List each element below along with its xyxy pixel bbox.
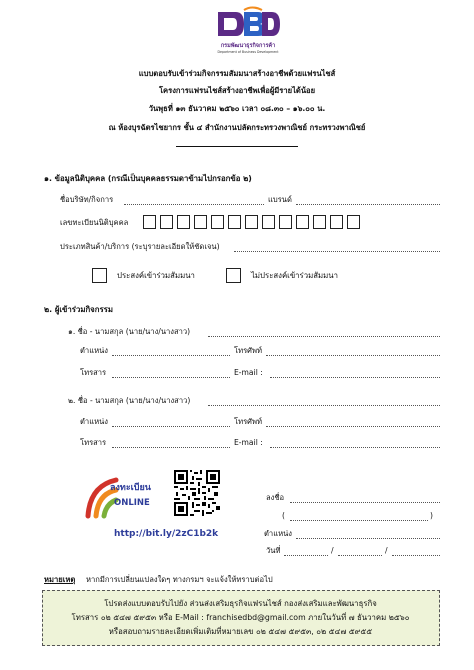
p2-fax-label: โทรสาร	[80, 438, 107, 447]
register-text-line2: ONLINE	[114, 498, 150, 508]
p1-phone-label: โทรศัพท์	[234, 346, 262, 355]
qr-code	[174, 470, 220, 516]
regno-box[interactable]	[262, 215, 275, 229]
attend-yes-checkbox[interactable]	[92, 268, 107, 283]
sign-date-sep1: /	[331, 546, 334, 555]
dbd-logo-mark	[214, 6, 282, 42]
regno-box[interactable]	[347, 215, 360, 229]
p2-phone-label: โทรศัพท์	[234, 417, 262, 426]
regno-box[interactable]	[279, 215, 292, 229]
sign-year-input[interactable]	[392, 555, 440, 556]
attend-no-label: ไม่ประสงค์เข้าร่วมสัมมนา	[251, 271, 338, 280]
regno-box[interactable]	[228, 215, 241, 229]
p1-position-label: ตำแหน่ง	[80, 346, 108, 355]
p1-phone-input[interactable]	[266, 355, 440, 356]
attend-no-checkbox[interactable]	[226, 268, 241, 283]
p1-name-label: ๑. ชื่อ - นามสกุล (นาย/นาง/นางสาว)	[68, 327, 191, 336]
p2-position-label: ตำแหน่ง	[80, 417, 108, 426]
sign-name-input[interactable]	[290, 520, 428, 521]
register-online-logo	[80, 474, 172, 522]
header-line3: วันพุธที่ ๑๓ ธันวาคม ๒๕๖๐ เวลา ๐๘.๓๐ – ๑๖.๐๐ น.	[148, 104, 326, 113]
regno-box[interactable]	[177, 215, 190, 229]
regno-label: เลขทะเบียนนิติบุคคล	[60, 218, 129, 227]
header-divider	[176, 146, 298, 147]
regno-box[interactable]	[296, 215, 309, 229]
sign-paren-close: )	[430, 511, 433, 520]
p2-name-label: ๒. ชื่อ - นามสกุล (นาย/นาง/นางสาว)	[68, 396, 191, 405]
brand-label: แบรนด์	[268, 195, 292, 204]
sign-paren-open: (	[282, 511, 285, 520]
register-text-line1: ลงทะเบียน	[110, 483, 151, 493]
sign-position-input[interactable]	[296, 538, 440, 539]
p2-fax-input[interactable]	[112, 447, 230, 448]
footer-line1: โปรดส่งแบบตอบรับไปยัง ส่วนส่งเสริมธุรกิจแฟรนไชส์ กองส่งเสริมและพัฒนาธุรกิจ	[104, 599, 377, 608]
note-text: หากมีการเปลี่ยนแปลงใดๆ ทางกรมฯ จะแจ้งให้ทราบต่อไป	[86, 575, 273, 584]
p1-name-input[interactable]	[208, 336, 440, 337]
product-input[interactable]	[234, 251, 440, 252]
note-label: หมายเหตุ	[44, 575, 76, 584]
regno-box[interactable]	[143, 215, 156, 229]
section2-title: ๒. ผู้เข้าร่วมกิจกรรม	[44, 305, 113, 314]
sign-label: ลงชื่อ	[266, 493, 285, 502]
regno-boxes[interactable]	[143, 215, 373, 231]
sign-day-input[interactable]	[284, 555, 328, 556]
company-label: ชื่อบริษัท/กิจการ	[60, 195, 114, 204]
sign-input[interactable]	[290, 502, 440, 503]
p1-email-label: E-mail :	[234, 368, 263, 377]
header-line4: ณ ห้องบุรฉัตรไชยากร ชั้น ๔ สำนักงานปลัดกระทรวงพาณิชย์ กระทรวงพาณิชย์	[108, 123, 366, 132]
p2-position-input[interactable]	[112, 426, 230, 427]
p2-name-input[interactable]	[208, 405, 440, 406]
attend-yes-label: ประสงค์เข้าร่วมสัมมนา	[117, 271, 195, 280]
footer-line2: โทรสาร ๐๒ ๕๔๗ ๕๙๕๓ หรือ E-Mail : franchisedbd@gmail.com ภายในวันที่ ๗ ธันวาคม ๒๕๖๐	[71, 613, 410, 622]
header-line2: โครงการแฟรนไชส์สร้างอาชีพเพื่อผู้มีรายได้น้อย	[158, 86, 316, 95]
header-line1: แบบตอบรับเข้าร่วมกิจกรรมสัมมนาสร้างอาชีพด้วยแฟรนไชส์	[138, 69, 336, 78]
section1-title: ๑. ข้อมูลนิติบุคคล (กรณีเป็นบุคคลธรรมดาข้ามไปกรอกข้อ ๒)	[44, 174, 252, 183]
sign-position-label: ตำแหน่ง	[264, 529, 292, 538]
regno-box[interactable]	[160, 215, 173, 229]
p2-email-label: E-mail :	[234, 438, 263, 447]
p1-fax-label: โทรสาร	[80, 368, 107, 377]
sign-month-input[interactable]	[338, 555, 382, 556]
dbd-logo	[214, 6, 282, 58]
company-input[interactable]	[124, 204, 264, 205]
dbd-logo-subtitle-en: Department of Business Development	[217, 50, 279, 54]
brand-input[interactable]	[296, 204, 440, 205]
p2-email-input[interactable]	[270, 447, 440, 448]
product-label: ประเภทสินค้า/บริการ (ระบุรายละเอียดให้ชัดเจน)	[60, 242, 220, 251]
dbd-logo-subtitle: กรมพัฒนาธุรกิจการค้า	[220, 43, 276, 49]
regno-box[interactable]	[194, 215, 207, 229]
p2-phone-input[interactable]	[266, 426, 440, 427]
sign-date-sep2: /	[385, 546, 388, 555]
regno-box[interactable]	[313, 215, 326, 229]
p1-position-input[interactable]	[112, 355, 230, 356]
p1-email-input[interactable]	[270, 377, 440, 378]
regno-box[interactable]	[330, 215, 343, 229]
regno-box[interactable]	[211, 215, 224, 229]
footer-box	[42, 590, 440, 646]
register-url-link[interactable]: http://bit.ly/2zC1b2k	[114, 529, 219, 539]
regno-box[interactable]	[245, 215, 258, 229]
p1-fax-input[interactable]	[112, 377, 230, 378]
sign-date-label: วันที่	[266, 546, 281, 555]
footer-line3: หรือสอบถามรายละเอียดเพิ่มเติมที่หมายเลข ๐๒ ๕๔๗ ๕๙๕๓, ๐๒ ๕๔๗ ๕๙๕๕	[108, 627, 373, 636]
